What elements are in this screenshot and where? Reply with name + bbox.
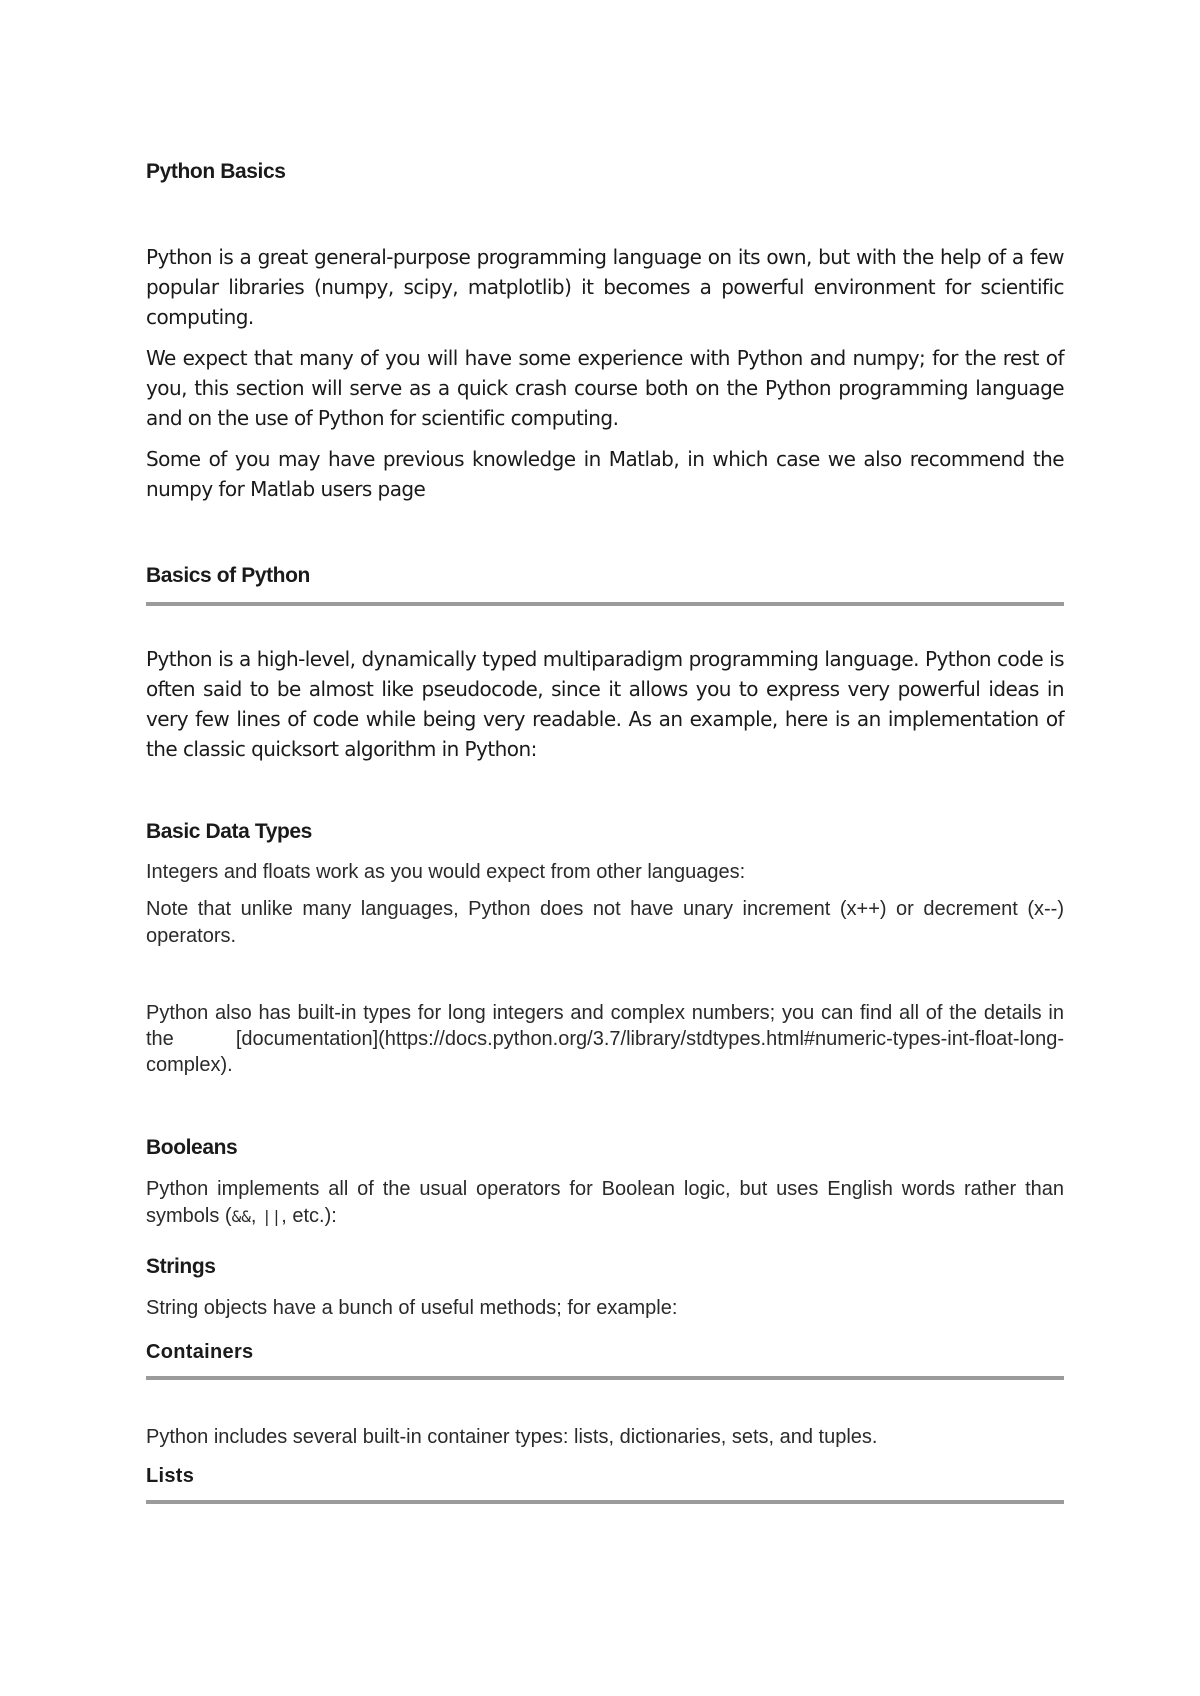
booleans-heading: Booleans [146, 1136, 238, 1159]
lists-divider [146, 1500, 1064, 1504]
page-title: Python Basics [146, 160, 286, 183]
strings-paragraph: String objects have a bunch of useful methods; for example: [146, 1297, 678, 1319]
booleans-text-b: , etc.): [281, 1205, 337, 1227]
containers-heading: Containers [146, 1341, 254, 1363]
booleans-code-or: || [261, 1207, 282, 1226]
datatypes-heading: Basic Data Types [146, 820, 312, 843]
intro-paragraph-1: Python is a great general-purpose programming language on its own, but with the help of a few popular libraries (numpy, scipy, matplotlib) it becomes a powerful environment for scientific computing. [146, 245, 1064, 329]
booleans-code-and: && [231, 1207, 251, 1226]
basics-paragraph: Python is a high-level, dynamically typed multiparadigm programming language. Python code is often said to be almost like pseudocode, since it allows you to express very powerful ideas in very few lines of code while being very readable. As an example, here is an implementation of the classic quicksort algorithm in Python: [146, 647, 1064, 761]
datatypes-paragraph-3: Python also has built-in types for long integers and complex numbers; you can find all of the details in the [documentation](https://docs.python.org/3.7/library/stdtypes.html#numeric-types-int-float-long-complex). [146, 1002, 1064, 1076]
booleans-paragraph [146, 1176, 1064, 1230]
datatypes-paragraph-2: Note that unlike many languages, Python does not have unary increment (x++) or decrement (x--) operators. [146, 898, 1064, 947]
lists-heading: Lists [146, 1465, 195, 1487]
containers-divider [146, 1376, 1064, 1380]
booleans-separator: , [250, 1205, 262, 1227]
basics-divider [146, 602, 1064, 606]
containers-paragraph: Python includes several built-in container types: lists, dictionaries, sets, and tuples. [146, 1426, 878, 1448]
intro-paragraph-2: We expect that many of you will have some experience with Python and numpy; for the rest of you, this section will serve as a quick crash course both on the Python programming language and on the use of Python for scientific computing. [146, 346, 1064, 430]
basics-heading: Basics of Python [146, 564, 310, 587]
datatypes-paragraph-1: Integers and floats work as you would expect from other languages: [146, 861, 746, 883]
intro-paragraph-3: Some of you may have previous knowledge in Matlab, in which case we also recommend the numpy for Matlab users page [146, 447, 1064, 501]
strings-heading: Strings [146, 1255, 216, 1278]
booleans-text-a: Python implements all of the usual operators for Boolean logic, but uses English words rather than symbols ( [146, 1178, 1064, 1227]
